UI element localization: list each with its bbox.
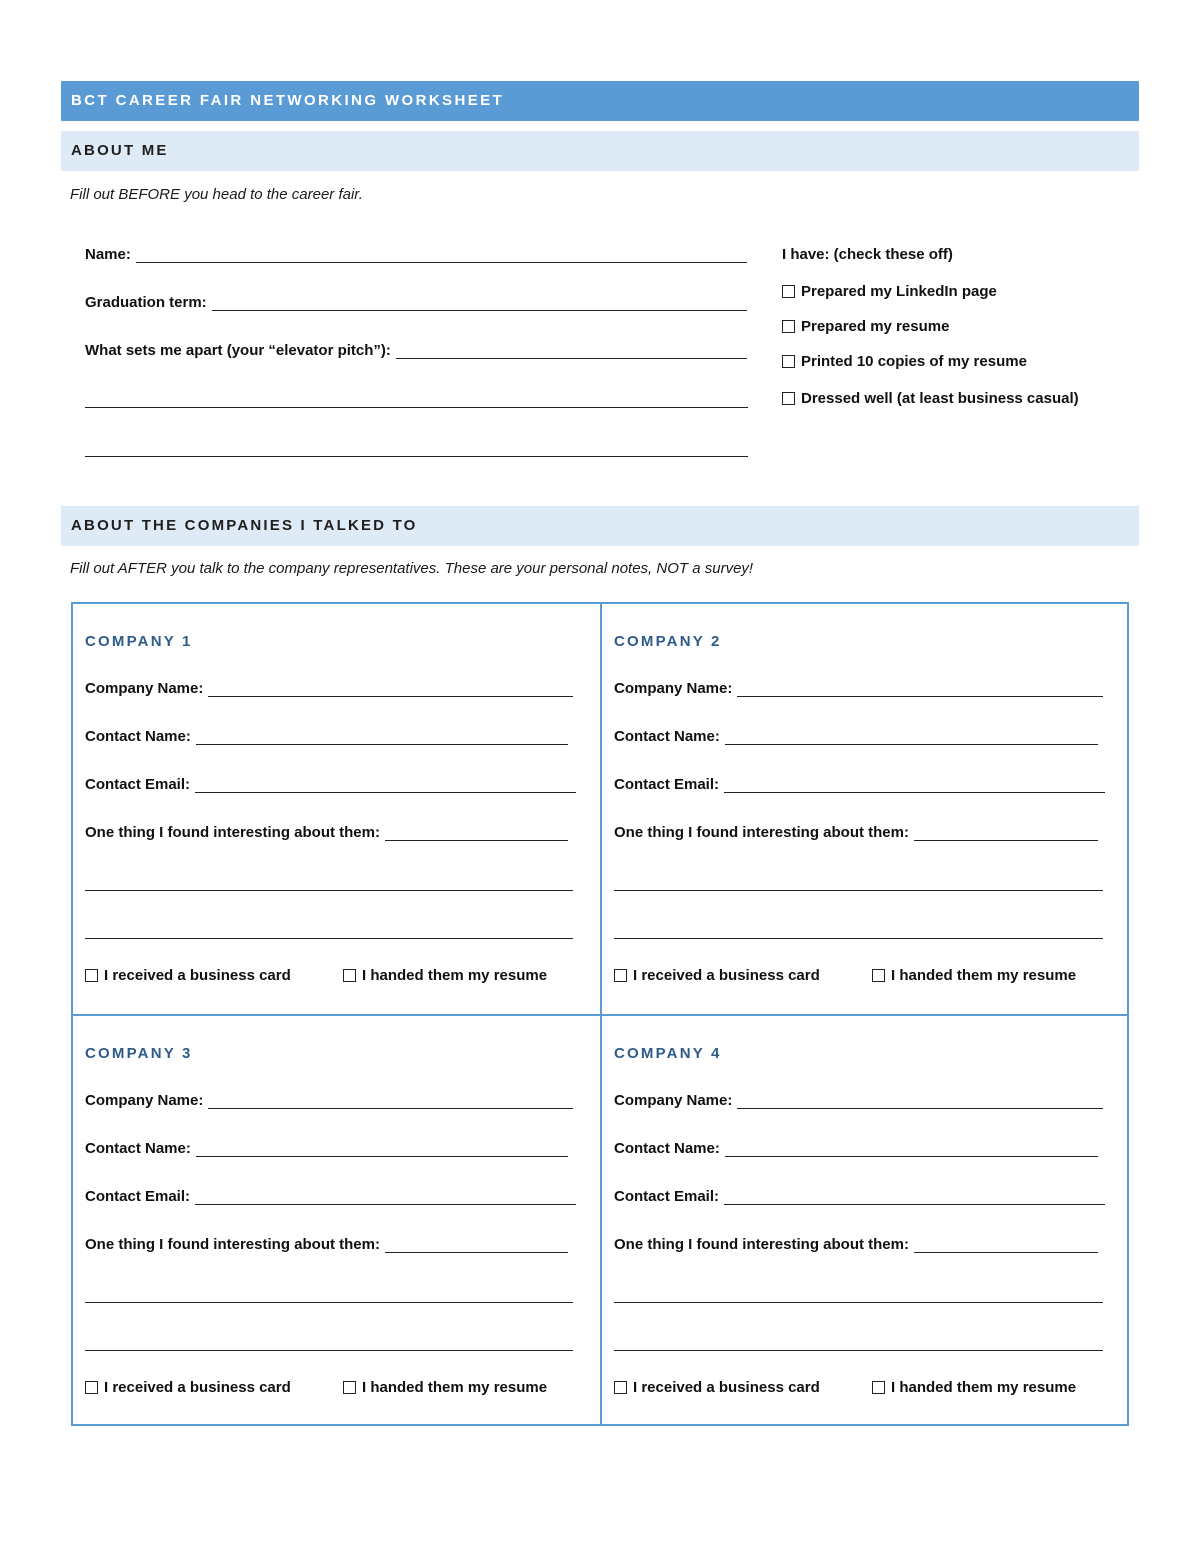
company-4-contact-name-field[interactable] — [614, 1140, 1098, 1157]
checklist-item-dressed[interactable]: Dressed well (at least business casual) — [782, 390, 1079, 407]
business-card-label: I received a business card — [104, 967, 291, 984]
name-label: Name: — [85, 246, 131, 263]
business-card-label: I received a business card — [633, 967, 820, 984]
checkbox-icon[interactable] — [872, 1381, 885, 1394]
checklist-item-resume[interactable]: Prepared my resume — [782, 318, 949, 335]
interesting-label: One thing I found interesting about them: — [614, 824, 909, 841]
company-2-notes-line-1[interactable] — [614, 890, 1103, 891]
business-card-label: I received a business card — [104, 1379, 291, 1396]
checkbox-icon[interactable] — [343, 1381, 356, 1394]
contact-name-label: Contact Name: — [85, 728, 191, 745]
company-name-line[interactable] — [208, 1095, 573, 1109]
company-3-resume-check[interactable] — [343, 1379, 547, 1396]
elevator-pitch-line-3[interactable] — [85, 456, 748, 457]
checklist-item-linkedin[interactable]: Prepared my LinkedIn page — [782, 283, 997, 300]
contact-email-line[interactable] — [195, 1191, 576, 1205]
contact-name-label: Contact Name: — [614, 728, 720, 745]
company-4-notes-line-1[interactable] — [614, 1302, 1103, 1303]
resume-label: I handed them my resume — [891, 967, 1077, 984]
elevator-pitch-label: What sets me apart (your “elevator pitch”): — [85, 342, 391, 359]
interesting-line[interactable] — [385, 1239, 568, 1253]
worksheet-title: BCT CAREER FAIR NETWORKING WORKSHEET — [61, 81, 1139, 121]
company-3-contact-name-field[interactable] — [85, 1140, 568, 1157]
name-line[interactable] — [136, 249, 747, 263]
checkbox-icon[interactable] — [614, 1381, 627, 1394]
checklist-title: I have: (check these off) — [782, 246, 953, 263]
company-1-resume-check[interactable] — [343, 967, 547, 984]
company-4-title: COMPANY 4 — [614, 1045, 722, 1062]
company-1-interesting-field[interactable] — [85, 824, 568, 841]
interesting-line[interactable] — [914, 827, 1098, 841]
checkbox-icon[interactable] — [782, 392, 795, 405]
companies-heading: ABOUT THE COMPANIES I TALKED TO — [61, 506, 1139, 546]
company-name-label: Company Name: — [614, 680, 733, 697]
company-name-line[interactable] — [737, 683, 1103, 697]
company-1-business-card-check[interactable] — [85, 967, 291, 984]
company-2-resume-check[interactable] — [872, 967, 1076, 984]
contact-email-line[interactable] — [724, 1191, 1105, 1205]
contact-email-label: Contact Email: — [614, 776, 720, 793]
name-field[interactable] — [85, 246, 747, 263]
company-name-line[interactable] — [208, 683, 573, 697]
checkbox-icon[interactable] — [85, 969, 98, 982]
company-1-notes-line-2[interactable] — [85, 938, 573, 939]
company-2-contact-name-field[interactable] — [614, 728, 1098, 745]
company-3-contact-email-field[interactable] — [85, 1188, 576, 1205]
company-3-interesting-field[interactable] — [85, 1236, 568, 1253]
company-name-label: Company Name: — [85, 1092, 204, 1109]
interesting-line[interactable] — [385, 827, 568, 841]
company-1-company-name-field[interactable] — [85, 680, 573, 697]
company-4-contact-email-field[interactable] — [614, 1188, 1105, 1205]
company-1-contact-name-field[interactable] — [85, 728, 568, 745]
checklist-item-copies[interactable]: Printed 10 copies of my resume — [782, 353, 1027, 370]
contact-name-label: Contact Name: — [614, 1140, 720, 1157]
resume-label: I handed them my resume — [362, 967, 548, 984]
company-3-title: COMPANY 3 — [85, 1045, 193, 1062]
interesting-label: One thing I found interesting about them: — [614, 1236, 909, 1253]
business-card-label: I received a business card — [633, 1379, 820, 1396]
contact-name-line[interactable] — [725, 1143, 1098, 1157]
interesting-line[interactable] — [914, 1239, 1098, 1253]
contact-name-line[interactable] — [196, 1143, 568, 1157]
elevator-pitch-field[interactable] — [85, 342, 747, 359]
company-4-interesting-field[interactable] — [614, 1236, 1098, 1253]
checkbox-icon[interactable] — [782, 355, 795, 368]
graduation-term-field[interactable] — [85, 294, 747, 311]
company-4-resume-check[interactable] — [872, 1379, 1076, 1396]
interesting-label: One thing I found interesting about them: — [85, 824, 380, 841]
company-3-business-card-check[interactable] — [85, 1379, 291, 1396]
checkbox-icon[interactable] — [872, 969, 885, 982]
company-name-label: Company Name: — [614, 1092, 733, 1109]
checkbox-icon[interactable] — [343, 969, 356, 982]
company-2-interesting-field[interactable] — [614, 824, 1098, 841]
contact-name-line[interactable] — [725, 731, 1098, 745]
about-me-note: Fill out BEFORE you head to the career fair. — [70, 186, 363, 203]
grid-horizontal-divider — [73, 1014, 1127, 1016]
checkbox-icon[interactable] — [782, 285, 795, 298]
contact-email-label: Contact Email: — [85, 776, 191, 793]
company-4-company-name-field[interactable] — [614, 1092, 1103, 1109]
contact-email-line[interactable] — [724, 779, 1105, 793]
contact-name-line[interactable] — [196, 731, 568, 745]
company-3-notes-line-1[interactable] — [85, 1302, 573, 1303]
contact-name-label: Contact Name: — [85, 1140, 191, 1157]
company-2-company-name-field[interactable] — [614, 680, 1103, 697]
resume-label: I handed them my resume — [362, 1379, 548, 1396]
company-2-contact-email-field[interactable] — [614, 776, 1105, 793]
contact-email-label: Contact Email: — [614, 1188, 720, 1205]
company-name-label: Company Name: — [85, 680, 204, 697]
company-3-company-name-field[interactable] — [85, 1092, 573, 1109]
company-4-notes-line-2[interactable] — [614, 1350, 1103, 1351]
company-2-notes-line-2[interactable] — [614, 938, 1103, 939]
elevator-pitch-line[interactable] — [396, 345, 747, 359]
checkbox-icon[interactable] — [85, 1381, 98, 1394]
company-3-notes-line-2[interactable] — [85, 1350, 573, 1351]
interesting-label: One thing I found interesting about them: — [85, 1236, 380, 1253]
company-2-business-card-check[interactable] — [614, 967, 820, 984]
checkbox-icon[interactable] — [614, 969, 627, 982]
contact-email-label: Contact Email: — [85, 1188, 191, 1205]
graduation-term-label: Graduation term: — [85, 294, 207, 311]
elevator-pitch-line-2[interactable] — [85, 407, 748, 408]
checkbox-icon[interactable] — [782, 320, 795, 333]
company-1-contact-email-field[interactable] — [85, 776, 576, 793]
company-4-business-card-check[interactable] — [614, 1379, 820, 1396]
company-name-line[interactable] — [737, 1095, 1103, 1109]
companies-note: Fill out AFTER you talk to the company representatives. These are your personal notes, NOT a survey! — [70, 560, 754, 577]
company-1-notes-line-1[interactable] — [85, 890, 573, 891]
graduation-term-line[interactable] — [212, 297, 747, 311]
company-1-title: COMPANY 1 — [85, 633, 193, 650]
contact-email-line[interactable] — [195, 779, 576, 793]
about-me-heading: ABOUT ME — [61, 131, 1139, 171]
company-2-title: COMPANY 2 — [614, 633, 722, 650]
resume-label: I handed them my resume — [891, 1379, 1077, 1396]
